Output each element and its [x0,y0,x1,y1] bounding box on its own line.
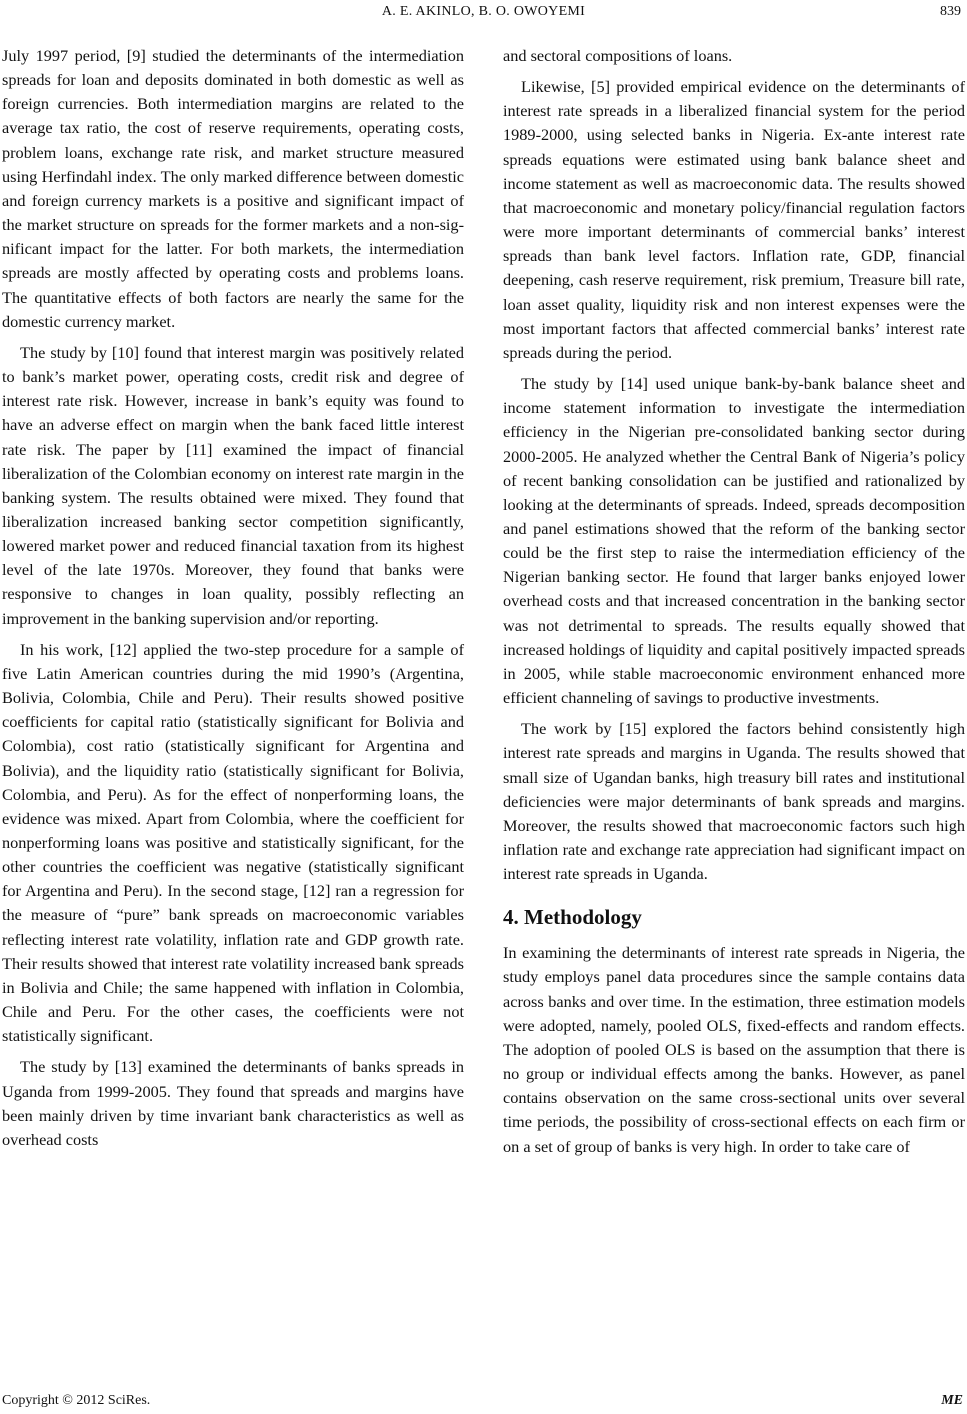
left-column [2,44,464,1152]
page-number: 839 [940,4,961,19]
right-column [503,44,965,1159]
paragraph: In examining the determinants of interest rate spreads in Nigeria, the study employs panel data procedures since the sample contains data across banks and over time. In the estimation, three estimation models were adopted, namely, pooled OLS, fixed-effects and random effects. The adoption of pooled OLS is based on the assumption that there is no group or individual effects among the banks. However, as panel contains observation on the same cross-sectional units over several time periods, the possibility of cross-sectional effects on each firm or on a set of group of banks is very high. In order to take care of [503,943,965,1156]
paragraph: The study by [10] found that interest margin was positively related to bank’s market power, operating costs, credit risk and degree of interest rate risk. However, increase in bank’s equity was found to have an adverse effect on margin when the bank faced little interest rate risk. The paper by [11] examined the impact of financial liberalization of the Colombian economy on interest rate margin in the banking system. The results obtained were mixed. They found that liberalization increased banking sector competition significantly, lowered market power and reduced financial taxation from its highest level of the late 1970s. Moreover, they found that banks were responsive to changes in loan quality, possibly reflecting an improvement in the banking supervision and/or reporting. [2,342,464,628]
journal-abbreviation: ME [941,1393,963,1408]
paragraph: In his work, [12] applied the two-step procedure for a sample of five Latin American countries during the mid 1990’s (Argentina, Bolivia, Colombia, Chile and Peru). Their results showed positive coefficients for capital ratio (statistically significant for Bolivia and Colombia), cost ratio (statistically significant for Argentina and Bolivia), and the liquidity ratio (statistically significant for Bolivia, Colombia, and Peru). As for the effect of nonperforming loans, the evidence was mixed. Apart from Colombia, where the coefficient for nonperforming loans was positive and statistically significant, for the other countries the coefficient was negative (statistically significant for Argentina and Peru). In the second stage, [12] ran a regression for the measure of “pure” bank spreads on macroeconomic variables reflecting interest rate volatility, inflation rate and GDP growth rate. Their results showed that interest rate volatility increased bank spreads in Bolivia and Chile; the same happened with inflation in Colombia, Chile and Peru. For the other cases, the coefficients were not statistically significant. [2,639,464,1046]
running-head [0,0,967,24]
section-heading: 4. Methodology [503,905,642,930]
paragraph: The study by [14] used unique bank-by-bank balance sheet and income statement information to investigate the intermediation efficiency in the Nigerian pre-consolidated banking sector during 2000-2005. He analyzed whether the Central Bank of Nigeria’s policy of recent banking consolidation can be justified and rationalized by looking at the determinants of spreads. Indeed, spreads decomposition and panel estimations showed that the reform of the banking sector could be the first step to raise the intermediation efficiency of the Nigerian banking sector. He found that larger banks enjoyed lower overhead costs and that increased concentration in the banking sector was not detrimental to spreads. The results equally showed that increased holdings of liquidity and capital positively impacted spreads in 2005, while stable macroeconomic environment enhanced more efficient channeling of savings to productive investments. [503,374,965,708]
paragraph: The study by [13] examined the determinants of banks spreads in Uganda from 1999-2005. They found that spreads and margins have been mainly driven by time invariant bank characteristics as well as overhead costs [2,1057,464,1149]
page-footer [0,1390,967,1412]
paragraph: July 1997 period, [9] studied the determinants of the intermediation spreads for loan and deposits dominated in both domestic as well as foreign currencies. Both intermediation margins are related to the average tax ratio, the cost of reserve requirements, operating costs, problem loans, exchange rate risk, and market structure measured using Herfindahl index. The only marked difference between domestic and foreign currency markets is a positive and significant impact of the market structure on spreads for the former markets and a non-significant impact for the latter. For both markets, the intermediation spreads are mostly affected by operating costs and problems loans. The quantitative effects of both factors are nearly the same for the domestic currency market. [2,46,464,331]
running-head-authors: A. E. AKINLO, B. O. OWOYEMI [381,4,586,19]
paragraph: Likewise, [5] provided empirical evidence on the determinants of interest rate spreads in a liberalized financial system for the period 1989-2000, using selected banks in Nigeria. Ex-ante interest rate spreads equations were estimated using bank balance sheet and income statement as well as macroeconomic data. The results showed that macroeconomic and monetary policy/financial regulation factors were more important determinants of commercial banks’ interest spreads than bank level factors. Inflation rate, GDP, financial deepening, cash reserve requirement, risk premium, Treasure bill rate, loan asset quality, liquidity risk and non interest expenses were the most important factors that affected commercial banks’ interest rate spreads during the period. [503,77,965,362]
paragraph: and sectoral compositions of loans. [503,46,733,65]
paragraph: The work by [15] explored the factors behind consistently high interest rate spreads and margins in Uganda. The results showed that small size of Ugandan banks, high treasury bill rates and institutional deficiencies were major determinants of bank spreads and margins. Moreover, the results showed that macroeconomic factors such high inflation rate and exchange rate appreciation had significant impact on interest rate spreads in Uganda. [503,719,965,884]
copyright-notice: Copyright © 2012 SciRes. [2,1393,151,1408]
